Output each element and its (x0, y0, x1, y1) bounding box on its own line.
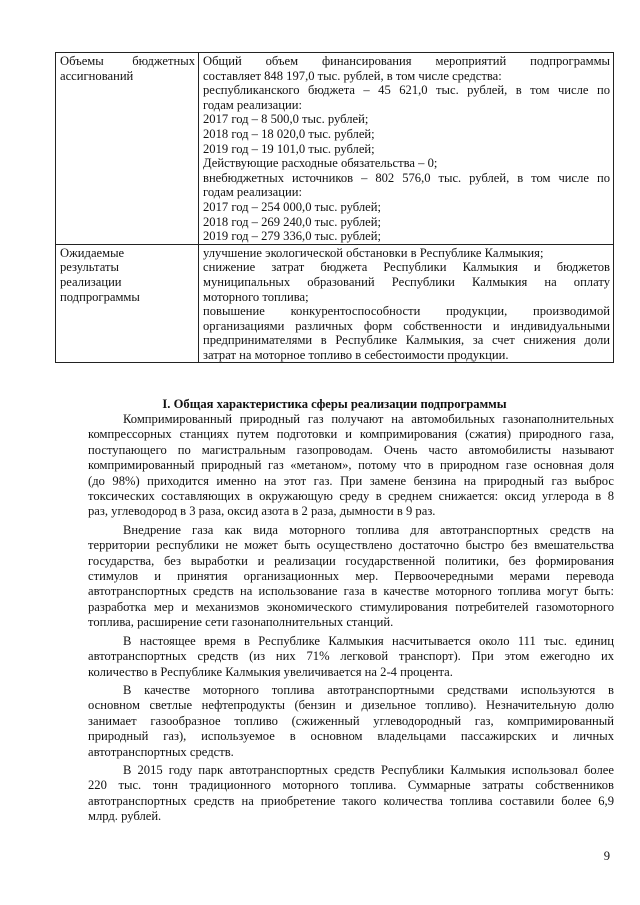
paragraph-line: занимает газообразное топливо (сжиженный углеводородный газ, компримированный (88, 713, 614, 728)
content-line: 2017 год – 8 500,0 тыс. рублей; (203, 112, 369, 127)
content-line: 2018 год – 269 240,0 тыс. рублей; (203, 214, 381, 229)
paragraph-line: природный газ), используемое в основном владельцами пассажирских и личных (88, 729, 614, 744)
paragraph-line: Компримированный природный газ получают на автомобильных газонаполнительных (123, 412, 614, 426)
paragraph-line: В настоящее время в Республике Калмыкия насчитывается около 111 тыс. единиц (123, 633, 614, 648)
table-content-cell (199, 244, 614, 363)
paragraph-line: государства, без выработки и реализации государственной политики, без формирования (88, 553, 614, 568)
paragraph (88, 523, 614, 631)
paragraph-line: автотранспортных средств на приобретение такого количества топлива составили более 6,9 (88, 793, 614, 808)
content-line: моторного топлива; (203, 289, 309, 304)
content-line: 2019 год – 279 336,0 тыс. рублей; (203, 229, 381, 244)
page-number: 9 (603, 849, 610, 863)
content-line: муниципальных образований Республики Калмыкия на оплату (203, 274, 610, 289)
label-line: результаты (60, 260, 119, 275)
label-line: подпрограммы (60, 289, 140, 304)
paragraph-line: основном светлые нефтепродукты (бензин и дизельное топливо). Незначительную долю (88, 698, 614, 713)
body-text (88, 412, 614, 825)
content-line: годам реализации: (203, 97, 302, 112)
paragraph-line: автотранспортных средств. (88, 744, 234, 759)
table-content-cell (199, 53, 614, 245)
paragraph-line: В качестве моторного топлива автотранспортными средствами используются в (123, 682, 614, 697)
paragraph-line: автотранспортных средств на использование газа в качестве моторного топлива могут быть: (88, 584, 614, 599)
content-line: Действующие расходные обязательства – 0; (203, 156, 438, 171)
content-line: годам реализации: (203, 185, 302, 200)
paragraph-line: топлива, расширение сети газонаполнительных станций. (88, 615, 394, 630)
paragraph (88, 683, 614, 760)
passport-table (55, 52, 614, 363)
label-line: реализации (60, 274, 122, 289)
content-line: предпринимателями в Республике Калмыкия, за счет снижения доли (203, 333, 610, 348)
paragraph-line: компрессорных станциях путем подготовки и компримирования (сжатия) природного газа, (88, 427, 614, 442)
label-line: Объемы бюджетных (60, 54, 195, 68)
paragraph-line: В 2015 году парк автотранспортных средств Республики Калмыкия использовал более (123, 762, 614, 777)
paragraph-line: стимулов и принятия организационных мер. Первоочередными мерами перевода (88, 569, 614, 584)
paragraph-line: (до 98%) приходится именно на этот газ. При замене бензина на природный газ выброс (88, 473, 614, 488)
table-row-results (56, 244, 614, 363)
table-row-budget (56, 53, 614, 245)
table-label-cell (56, 53, 199, 245)
label-line: ассигнований (60, 68, 134, 83)
paragraph-line: Внедрение газа как вида моторного топлива для автотранспортных средств на (123, 522, 614, 537)
content-line: республиканского бюджета – 45 621,0 тыс. рублей, в том числе по (203, 83, 610, 98)
table-label-cell (56, 244, 199, 363)
content-line: организациями различных форм собственности и индивидуальными (203, 318, 610, 333)
paragraph-line: раз, углеводород в 3 раза, оксид азота в 2 раза, дымности в 9 раз. (88, 504, 436, 519)
paragraph-line: поступающего по магистральным газопроводам. Очень часто автомобилисты называют (88, 442, 614, 457)
paragraph-line: территории республики не может быть осуществлено достаточно быстро без вмешательства (88, 538, 614, 553)
content-line: Общий объем финансирования мероприятий подпрограммы (203, 54, 610, 68)
paragraph-line: компримированный природный газ «метаном», потому что в природном газе основная доля (88, 458, 614, 473)
content-line: снижение затрат бюджета Республики Калмыкия и бюджетов (203, 260, 610, 275)
paragraph (88, 634, 614, 680)
paragraph-line: разработка мер и механизмов экономического стимулирования потребителей газомоторного (88, 599, 614, 614)
content-line: внебюджетных источников – 802 576,0 тыс. рублей, в том числе по (203, 170, 610, 185)
content-line: 2017 год – 254 000,0 тыс. рублей; (203, 199, 381, 214)
paragraph-line: токсических составляющих в окружающую среду в среднем снижается: оксид углерода в 8 (88, 489, 614, 504)
paragraph-line: количество в Республике Калмыкия увеличивается на 2-4 процента. (88, 664, 453, 679)
paragraph (88, 412, 614, 520)
paragraph-line: автотранспортных средств (из них 71% легковой транспорт). При этом ежегодно их (88, 649, 614, 664)
paragraph-line: млрд. рублей. (88, 809, 162, 824)
content-line: составляет 848 197,0 тыс. рублей, в том числе средства: (203, 68, 502, 83)
content-line: улучшение экологической обстановки в Республике Калмыкия; (203, 245, 544, 260)
content-line: затрат на моторное топливо в себестоимости продукции. (203, 347, 509, 362)
content-line: 2019 год – 19 101,0 тыс. рублей; (203, 141, 375, 156)
section-title: I. Общая характеристика сферы реализации подпрограммы (162, 397, 507, 411)
paragraph-line: 220 тыс. тонн традиционного моторного топлива. Суммарные затраты собственников (88, 778, 614, 793)
paragraph (88, 763, 614, 825)
content-line: 2018 год – 18 020,0 тыс. рублей; (203, 126, 375, 141)
content-line: повышение конкурентоспособности продукции, производимой (203, 304, 610, 319)
label-line: Ожидаемые (60, 245, 125, 260)
